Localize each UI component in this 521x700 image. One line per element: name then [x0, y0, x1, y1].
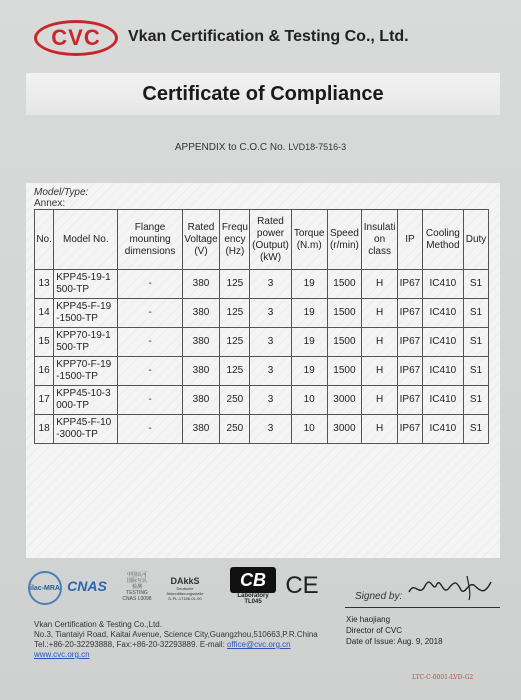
cell-voltage: 380: [182, 270, 220, 299]
handwritten-signature: [405, 572, 495, 602]
cnas-mark-line-1: 中国认可: [126, 572, 147, 578]
cell-flange: -: [118, 328, 182, 357]
ilac-mra-logo: [28, 571, 62, 605]
cell-voltage: 380: [182, 357, 220, 386]
cell-power: 3: [250, 415, 291, 444]
ce-mark: [282, 571, 322, 601]
email-link[interactable]: office@cvc.org.cn: [227, 640, 291, 649]
cell-speed: 1500: [327, 357, 361, 386]
table-row: [35, 328, 489, 357]
specs-table: [34, 209, 489, 444]
cell-ip: IP67: [398, 357, 422, 386]
cell-model: KPP70-19-1 500-TP: [54, 328, 118, 357]
cell-ip: IP67: [398, 270, 422, 299]
header-flange: Flange mounting dimensions: [118, 210, 182, 270]
cell-model: KPP70-F-19 -1500-TP: [54, 357, 118, 386]
signatory-title: Director of CVC: [346, 626, 403, 635]
cell-frequency: 125: [220, 270, 250, 299]
footer-company: Vkan Certification & Testing Co.,Ltd.: [34, 620, 162, 629]
table-row: [35, 415, 489, 444]
cell-frequency: 250: [220, 415, 250, 444]
dakks-sub-2: Akkreditierungsstelle: [166, 590, 204, 596]
table-row: [35, 299, 489, 328]
cnas-logo-text: CNAS: [67, 578, 107, 594]
cb-logo: [229, 567, 277, 605]
ilac-logo-text: ilac-MRA: [30, 584, 60, 592]
cell-power: 3: [250, 357, 291, 386]
cell-no: 16: [35, 357, 54, 386]
cell-flange: -: [118, 357, 182, 386]
cell-frequency: 125: [220, 357, 250, 386]
cb-sub-2: TL045: [244, 599, 262, 605]
footer-contact: [34, 640, 318, 650]
signature-line: [345, 607, 500, 608]
cell-model: KPP45-F-10 -3000-TP: [54, 415, 118, 444]
cell-cooling: IC410: [422, 386, 463, 415]
cell-frequency: 125: [220, 299, 250, 328]
cell-no: 18: [35, 415, 54, 444]
cell-insulation: H: [361, 386, 397, 415]
table-row: [35, 270, 489, 299]
issue-date: Date of Issue: Aug. 9, 2018: [346, 637, 443, 646]
cell-duty: S1: [464, 415, 489, 444]
form-code: LTC-C-0001-LVD-G2: [412, 674, 474, 681]
cell-cooling: IC410: [422, 299, 463, 328]
signed-by-label: Signed by:: [355, 591, 403, 602]
header: [28, 18, 498, 60]
cell-ip: IP67: [398, 299, 422, 328]
cell-frequency: 250: [220, 386, 250, 415]
cell-flange: -: [118, 386, 182, 415]
company-address-block: [34, 620, 318, 660]
cell-torque: 10: [291, 386, 327, 415]
header-insulation: Insulati on class: [361, 210, 397, 270]
cell-power: 3: [250, 270, 291, 299]
cell-insulation: H: [361, 299, 397, 328]
footer-tel-fax: Tel.:+86-20-32293888, Fax:+86-20-32293889. E-mail:: [34, 640, 228, 649]
cell-ip: IP67: [398, 386, 422, 415]
dakks-logo: [156, 573, 214, 603]
table-row: [35, 357, 489, 386]
cnas-mark-line-5: CNAS L0098: [122, 596, 152, 602]
header-duty: Duty: [464, 210, 489, 270]
table-row: [35, 386, 489, 415]
cnas-mark-line-2: 国际互认: [126, 578, 147, 584]
cell-duty: S1: [464, 357, 489, 386]
cb-logo-text: CB: [240, 569, 266, 590]
certificate-title: Certificate of Compliance: [142, 82, 384, 105]
cell-model: KPP45-10-3 000-TP: [54, 386, 118, 415]
cell-speed: 3000: [327, 386, 361, 415]
cell-cooling: IC410: [422, 328, 463, 357]
header-power: Rated power (Output) (kW): [250, 210, 291, 270]
company-name: Vkan Certification & Testing Co., Ltd.: [128, 28, 409, 45]
cb-sub-1: Laboratory: [237, 593, 269, 599]
cvc-logo: [34, 20, 118, 56]
cvc-logo-text: CVC: [51, 25, 101, 50]
cnas-testing-mark: [114, 567, 160, 607]
cell-ip: IP67: [398, 415, 422, 444]
cell-torque: 19: [291, 270, 327, 299]
dakks-logo-text: DAkkS: [170, 575, 200, 586]
signatory-name: Xie haojiang: [346, 615, 391, 624]
cell-torque: 10: [291, 415, 327, 444]
cell-power: 3: [250, 299, 291, 328]
cell-frequency: 125: [220, 328, 250, 357]
ce-mark-text: CE: [285, 572, 319, 599]
content-panel: [26, 183, 500, 558]
cell-power: 3: [250, 328, 291, 357]
appendix-prefix: APPENDIX to C.O.C No.: [174, 142, 286, 153]
table-header-row: [35, 210, 489, 270]
cell-cooling: IC410: [422, 270, 463, 299]
cell-model: KPP45-F-19 -1500-TP: [54, 299, 118, 328]
cell-duty: S1: [464, 328, 489, 357]
cell-duty: S1: [464, 299, 489, 328]
cb-logo-box: [230, 567, 276, 593]
certificate-number: LVD18-7516-3: [288, 142, 347, 152]
cell-no: 14: [35, 299, 54, 328]
dakks-sub-1: Deutsche: [176, 585, 194, 591]
cell-torque: 19: [291, 357, 327, 386]
cell-flange: -: [118, 270, 182, 299]
cell-flange: -: [118, 415, 182, 444]
cell-speed: 1500: [327, 270, 361, 299]
header-torque: Torque (N.m): [291, 210, 327, 270]
appendix-line: [0, 142, 521, 153]
title-band: [26, 73, 500, 115]
cell-voltage: 380: [182, 415, 220, 444]
cell-flange: -: [118, 299, 182, 328]
cell-duty: S1: [464, 270, 489, 299]
cell-power: 3: [250, 386, 291, 415]
cell-voltage: 380: [182, 328, 220, 357]
cell-no: 15: [35, 328, 54, 357]
cell-insulation: H: [361, 357, 397, 386]
cell-insulation: H: [361, 328, 397, 357]
cell-speed: 3000: [327, 415, 361, 444]
model-type-label: Model/Type:: [34, 187, 89, 198]
cell-speed: 1500: [327, 328, 361, 357]
cell-insulation: H: [361, 270, 397, 299]
cnas-mark-line-3: 检测: [131, 584, 142, 590]
header-frequency: Frequ ency (Hz): [220, 210, 250, 270]
cell-ip: IP67: [398, 328, 422, 357]
signatory-block: [346, 614, 443, 647]
header-speed: Speed (r/min): [327, 210, 361, 270]
header-no: No.: [35, 210, 54, 270]
cell-no: 17: [35, 386, 54, 415]
cell-voltage: 380: [182, 386, 220, 415]
cell-torque: 19: [291, 299, 327, 328]
cell-insulation: H: [361, 415, 397, 444]
cell-speed: 1500: [327, 299, 361, 328]
header-model: Model No.: [54, 210, 118, 270]
header-cooling: Cooling Method: [422, 210, 463, 270]
footer-address: No.3, Tiantaiyi Road, Kaitai Avenue, Science City,Guangzhou,510663,P.R.China: [34, 630, 318, 639]
cell-model: KPP45-19-1 500-TP: [54, 270, 118, 299]
header-voltage: Rated Voltage (V): [182, 210, 220, 270]
website-link[interactable]: www.cvc.org.cn: [34, 650, 90, 659]
header-ip: IP: [398, 210, 422, 270]
cnas-mark-line-4: TESTING: [126, 590, 148, 596]
cell-torque: 19: [291, 328, 327, 357]
dakks-sub-3: D-PL-17186-01-00: [168, 595, 202, 601]
cnas-logo: [66, 571, 108, 601]
cell-voltage: 380: [182, 299, 220, 328]
cell-cooling: IC410: [422, 415, 463, 444]
cell-no: 13: [35, 270, 54, 299]
cell-duty: S1: [464, 386, 489, 415]
annex-label: Annex:: [34, 198, 66, 209]
cell-cooling: IC410: [422, 357, 463, 386]
